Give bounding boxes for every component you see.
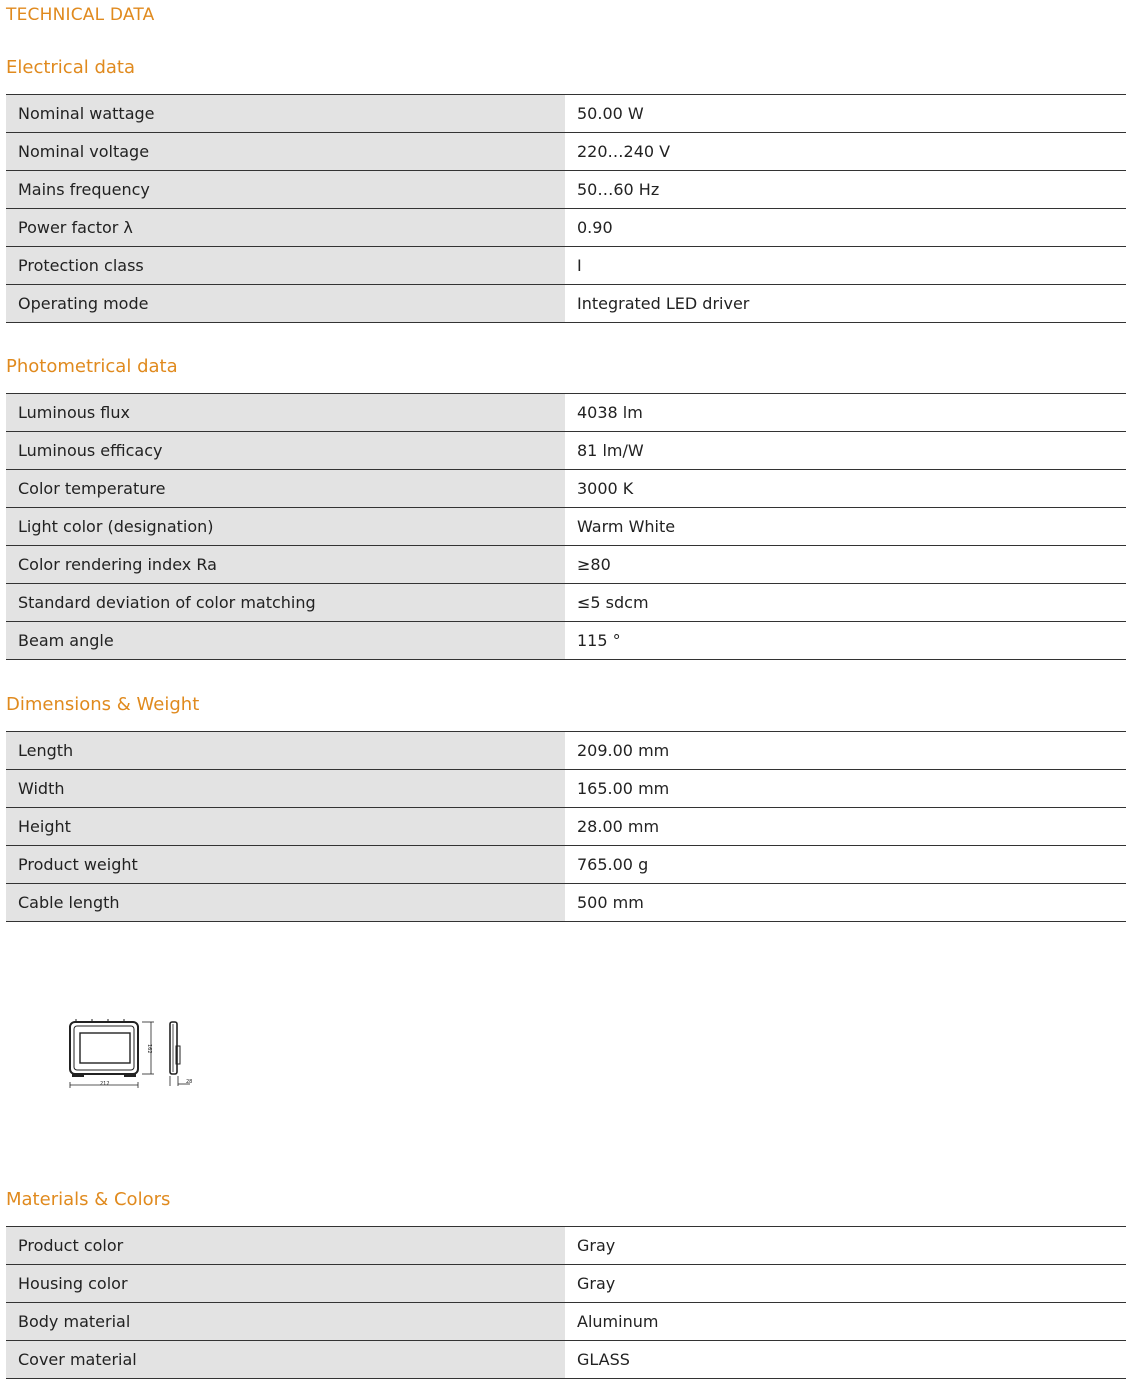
row-label: Height: [6, 808, 565, 846]
height-dimension-label: 162: [146, 1044, 152, 1054]
row-value: 500 mm: [565, 884, 1126, 922]
table-row: [6, 1341, 1126, 1379]
row-label: Nominal wattage: [6, 95, 565, 133]
table-row: [6, 584, 1126, 622]
row-value: I: [565, 247, 1126, 285]
table-row: [6, 770, 1126, 808]
section-title-photometrical: Photometrical data: [6, 356, 178, 377]
table-row: [6, 546, 1126, 584]
photometrical-data-table: [6, 393, 1126, 660]
row-label: Light color (designation): [6, 508, 565, 546]
table-row: [6, 285, 1126, 323]
row-value: 209.00 mm: [565, 732, 1126, 770]
row-label: Luminous flux: [6, 394, 565, 432]
row-value: 165.00 mm: [565, 770, 1126, 808]
row-value: Aluminum: [565, 1303, 1126, 1341]
row-value: 0.90: [565, 209, 1126, 247]
table-row: [6, 394, 1126, 432]
table-row: [6, 846, 1126, 884]
row-value: Integrated LED driver: [565, 285, 1126, 323]
row-label: Housing color: [6, 1265, 565, 1303]
row-value: ≥80: [565, 546, 1126, 584]
table-row: [6, 622, 1126, 660]
row-label: Length: [6, 732, 565, 770]
row-value: 765.00 g: [565, 846, 1126, 884]
table-row: [6, 95, 1126, 133]
row-value: 50…60 Hz: [565, 171, 1126, 209]
row-label: Product weight: [6, 846, 565, 884]
row-value: 81 lm/W: [565, 432, 1126, 470]
section-title-dimensions: Dimensions & Weight: [6, 694, 200, 715]
table-row: [6, 1265, 1126, 1303]
table-row: [6, 808, 1126, 846]
section-title-electrical: Electrical data: [6, 57, 135, 78]
row-label: Cable length: [6, 884, 565, 922]
row-value: Gray: [565, 1227, 1126, 1265]
row-value: 50.00 W: [565, 95, 1126, 133]
row-value: 220…240 V: [565, 133, 1126, 171]
table-row: [6, 884, 1126, 922]
row-label: Color rendering index Ra: [6, 546, 565, 584]
row-label: Cover material: [6, 1341, 565, 1379]
row-label: Width: [6, 770, 565, 808]
table-row: [6, 133, 1126, 171]
table-row: [6, 508, 1126, 546]
row-label: Power factor λ: [6, 209, 565, 247]
table-row: [6, 247, 1126, 285]
row-value: Warm White: [565, 508, 1126, 546]
row-value: 4038 lm: [565, 394, 1126, 432]
width-dimension-label: 212: [100, 1081, 110, 1087]
row-label: Body material: [6, 1303, 565, 1341]
dimensions-data-table: [6, 731, 1126, 922]
section-title-materials: Materials & Colors: [6, 1189, 171, 1210]
row-value: ≤5 sdcm: [565, 584, 1126, 622]
electrical-data-table: [6, 94, 1126, 323]
materials-data-table: [6, 1226, 1126, 1379]
row-value: GLASS: [565, 1341, 1126, 1379]
row-label: Standard deviation of color matching: [6, 584, 565, 622]
row-label: Beam angle: [6, 622, 565, 660]
row-label: Luminous efficacy: [6, 432, 565, 470]
table-row: [6, 171, 1126, 209]
row-label: Operating mode: [6, 285, 565, 323]
row-value: 3000 K: [565, 470, 1126, 508]
depth-dimension-label: 28: [186, 1079, 193, 1085]
row-label: Nominal voltage: [6, 133, 565, 171]
row-label: Protection class: [6, 247, 565, 285]
row-value: Gray: [565, 1265, 1126, 1303]
row-label: Mains frequency: [6, 171, 565, 209]
row-value: 28.00 mm: [565, 808, 1126, 846]
table-row: [6, 209, 1126, 247]
table-row: [6, 1303, 1126, 1341]
row-value: 115 °: [565, 622, 1126, 660]
row-label: Product color: [6, 1227, 565, 1265]
table-row: [6, 470, 1126, 508]
page-title: TECHNICAL DATA: [6, 5, 155, 25]
table-row: [6, 432, 1126, 470]
dimension-drawing: [62, 1016, 202, 1096]
table-row: [6, 732, 1126, 770]
table-row: [6, 1227, 1126, 1265]
row-label: Color temperature: [6, 470, 565, 508]
